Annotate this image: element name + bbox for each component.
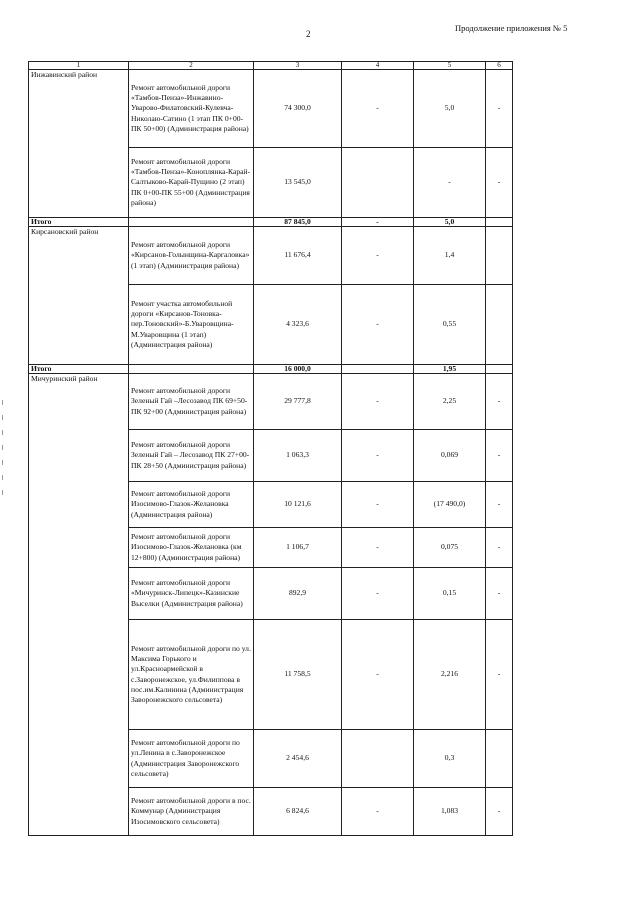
- total-amount: 87 845,0: [254, 218, 342, 227]
- continuation-title: Продолжение приложения № 5: [455, 23, 568, 33]
- amount-cell: 6 824,6: [254, 788, 342, 836]
- col6-cell: -: [486, 148, 513, 218]
- col5-cell: 1,083: [414, 788, 486, 836]
- col4-cell: -: [342, 568, 414, 620]
- col4-cell: -: [342, 528, 414, 568]
- project-description: Ремонт автомобильной дороги «Мичуринск-Липецк»-Казинские Выселки (Администрация района): [129, 568, 254, 620]
- amount-cell: 1 106,7: [254, 528, 342, 568]
- col6-cell: -: [486, 430, 513, 482]
- col4-cell: [342, 730, 414, 788]
- amount-cell: 1 063,3: [254, 430, 342, 482]
- col4-cell: -: [342, 430, 414, 482]
- col6-cell: -: [486, 568, 513, 620]
- column-number: 1: [29, 62, 129, 70]
- total-amount: 16 000,0: [254, 365, 342, 374]
- col4-cell: -: [342, 227, 414, 285]
- col5-cell: 0,3: [414, 730, 486, 788]
- column-number: 2: [129, 62, 254, 70]
- col4-cell: -: [342, 285, 414, 365]
- col5-cell: 0,069: [414, 430, 486, 482]
- project-description: Ремонт автомобильной дороги «Тамбов-Пенза»-Инжавино-Уварово-Филатовский-Кулевча-Николаю-Сатино (1 этап ПК 0+00-ПК 50+00) (Администрация района): [129, 70, 254, 148]
- total-col5: 5,0: [414, 218, 486, 227]
- column-number: 4: [342, 62, 414, 70]
- project-description: Ремонт автомобильной дороги «Кирсанов-Голынщина-Каргаловка» (1 этап) (Администрация района): [129, 227, 254, 285]
- col6-cell: -: [486, 620, 513, 730]
- table-row: [29, 374, 513, 430]
- total-row: [29, 365, 513, 374]
- total-col5: 1,95: [414, 365, 486, 374]
- amount-cell: 2 454,6: [254, 730, 342, 788]
- col6-cell: [486, 285, 513, 365]
- margin-marks: [0, 390, 6, 570]
- project-description: Ремонт автомобильной дороги по ул.Ленина в с.Заворонежское (Администрация Заворонежского сельсовета): [129, 730, 254, 788]
- col5-cell: 0,075: [414, 528, 486, 568]
- col4-cell: -: [342, 374, 414, 430]
- col6-cell: -: [486, 482, 513, 528]
- amount-cell: 4 323,6: [254, 285, 342, 365]
- amount-cell: 74 300,0: [254, 70, 342, 148]
- total-col4: -: [342, 218, 414, 227]
- project-description: Ремонт автомобильной дороги Зеленый Гай – Лесозавод ПК 27+00-ПК 28+50 (Администрация района): [129, 430, 254, 482]
- col4-cell: -: [342, 482, 414, 528]
- total-spacer: [129, 218, 254, 227]
- col5-cell: 2,216: [414, 620, 486, 730]
- amount-cell: 10 121,6: [254, 482, 342, 528]
- col5-cell: 0,15: [414, 568, 486, 620]
- col5-cell: 5,0: [414, 70, 486, 148]
- total-col6: [486, 218, 513, 227]
- amount-cell: 13 545,0: [254, 148, 342, 218]
- project-description: Ремонт автомобильной дороги «Тамбов-Пенза»-Коноплянка-Карай-Салтыково-Карай-Пущино (2 этап) ПК 0+00-ПК 55+00 (Администрация района): [129, 148, 254, 218]
- col5-cell: (17 490,0): [414, 482, 486, 528]
- project-description: Ремонт автомобильной дороги Изосимово-Глазок-Желановка (Администрация района): [129, 482, 254, 528]
- appendix-table: [28, 61, 513, 836]
- project-description: Ремонт автомобильной дороги в пос. Коммунар (Администрация Изосимовского сельсовета): [129, 788, 254, 836]
- table-row: [29, 227, 513, 285]
- total-label: Итого: [29, 365, 129, 374]
- col5-cell: 1,4: [414, 227, 486, 285]
- col5-cell: -: [414, 148, 486, 218]
- col6-cell: -: [486, 70, 513, 148]
- district-cell: Инжавинский район: [29, 70, 129, 218]
- district-cell: Мичуринский район: [29, 374, 129, 836]
- amount-cell: 11 758,5: [254, 620, 342, 730]
- column-number-row: [29, 62, 513, 70]
- total-col4: [342, 365, 414, 374]
- amount-cell: 29 777,8: [254, 374, 342, 430]
- col4-cell: -: [342, 620, 414, 730]
- total-row: [29, 218, 513, 227]
- column-number: 5: [414, 62, 486, 70]
- project-description: Ремонт автомобильной дороги Зеленый Гай –Лесозавод ПК 69+50-ПК 92+00 (Администрация района): [129, 374, 254, 430]
- total-spacer: [129, 365, 254, 374]
- project-description: Ремонт автомобильной дороги по ул. Максима Горького и ул.Красноармейской в с.Заворонежское, ул.Филиппова в пос.им.Калинина (Администрация Заворонежского сельсовета): [129, 620, 254, 730]
- amount-cell: 11 676,4: [254, 227, 342, 285]
- col4-cell: -: [342, 70, 414, 148]
- column-number: 6: [486, 62, 513, 70]
- col4-cell: -: [342, 788, 414, 836]
- col5-cell: 0,55: [414, 285, 486, 365]
- col4-cell: [342, 148, 414, 218]
- col6-cell: [486, 227, 513, 285]
- col6-cell: [486, 730, 513, 788]
- col6-cell: -: [486, 528, 513, 568]
- column-number: 3: [254, 62, 342, 70]
- table-row: [29, 70, 513, 148]
- project-description: Ремонт участка автомобильной дороги «Кирсанов-Тоновка-пер.Тоновский»-Б.Уваровщина-М.Уваровщина (1 этап) (Администрация района): [129, 285, 254, 365]
- total-label: Итого: [29, 218, 129, 227]
- col5-cell: 2,25: [414, 374, 486, 430]
- district-cell: Кирсановский район: [29, 227, 129, 365]
- page-number: 2: [306, 29, 311, 39]
- col6-cell: -: [486, 788, 513, 836]
- project-description: Ремонт автомобильной дороги Изосимово-Глазок-Желановка (км 12+800) (Администрация района): [129, 528, 254, 568]
- col6-cell: -: [486, 374, 513, 430]
- amount-cell: 892,9: [254, 568, 342, 620]
- total-col6: [486, 365, 513, 374]
